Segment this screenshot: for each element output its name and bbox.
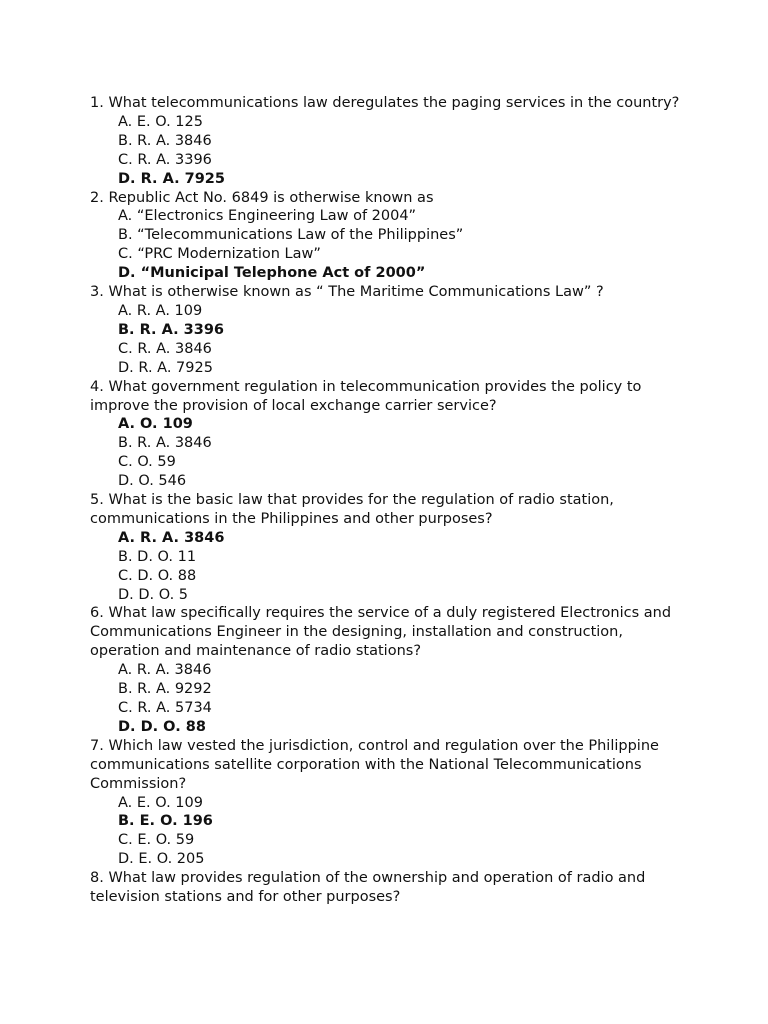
question-1 (90, 94, 690, 189)
answer-option-correct: A. O. 109 (118, 416, 193, 433)
question-2 (90, 189, 690, 284)
answer-option: A. E. O. 109 (118, 794, 203, 811)
question-text: 6. What law specifically requires the service of a duly registered Electronics and Communications Engineer in the designing, installation and construction, operation and maintenance of radio stations? (90, 605, 672, 660)
answer-option-correct: D. “Municipal Telephone Act of 2000” (118, 265, 426, 282)
answer-option-correct: B. E. O. 196 (118, 813, 213, 830)
answer-option-correct: D. R. A. 7925 (118, 170, 225, 187)
answer-option: C. R. A. 3846 (118, 340, 212, 357)
question-text: 8. What law provides regulation of the ownership and operation of radio and television stations and for other purposes? (90, 870, 646, 906)
answer-option-correct: D. D. O. 88 (118, 718, 206, 735)
answer-option-correct: B. R. A. 3396 (118, 321, 225, 338)
answer-option: B. “Telecommunications Law of the Philippines” (118, 227, 464, 244)
question-text: 3. What is otherwise known as “ The Maritime Communications Law” ? (90, 284, 604, 301)
question-7 (90, 737, 690, 869)
answer-option: D. E. O. 205 (118, 851, 205, 868)
question-5 (90, 491, 690, 604)
answer-option: A. “Electronics Engineering Law of 2004” (118, 208, 417, 225)
question-6 (90, 604, 690, 736)
answer-option: B. R. A. 3846 (118, 435, 212, 452)
answer-option: C. R. A. 3396 (118, 151, 212, 168)
answer-option: B. R. A. 9292 (118, 681, 212, 698)
answer-option: D. R. A. 7925 (118, 359, 213, 376)
question-list (90, 94, 690, 907)
answer-option: C. E. O. 59 (118, 832, 195, 849)
question-text: 4. What government regulation in telecommunication provides the policy to improve the provision of local exchange carrier service? (90, 378, 642, 414)
answer-option: D. O. 546 (118, 473, 187, 490)
answer-option: C. D. O. 88 (118, 567, 197, 584)
question-text: 2. Republic Act No. 6849 is otherwise known as (90, 189, 434, 206)
answer-option-correct: A. R. A. 3846 (118, 529, 225, 546)
answer-option: D. D. O. 5 (118, 586, 189, 603)
answer-option: A. R. A. 3846 (118, 662, 212, 679)
answer-option: C. O. 59 (118, 454, 176, 471)
question-text: 1. What telecommunications law deregulates the paging services in the country? (90, 95, 680, 111)
question-8 (90, 869, 690, 907)
answer-option: B. R. A. 3846 (118, 132, 212, 149)
question-text: 5. What is the basic law that provides for the regulation of radio station, communications in the Philippines and other purposes? (90, 492, 614, 527)
answer-option: C. “PRC Modernization Law” (118, 246, 321, 263)
answer-option: C. R. A. 5734 (118, 700, 212, 716)
question-4 (90, 378, 690, 491)
question-text: 7. Which law vested the jurisdiction, control and regulation over the Philippine communications satellite corporation with the National Telecommunications Commission? (90, 737, 659, 792)
question-3 (90, 283, 690, 378)
answer-option: B. D. O. 11 (118, 548, 197, 565)
answer-option: A. R. A. 109 (118, 302, 203, 319)
answer-option: A. E. O. 125 (118, 113, 203, 130)
